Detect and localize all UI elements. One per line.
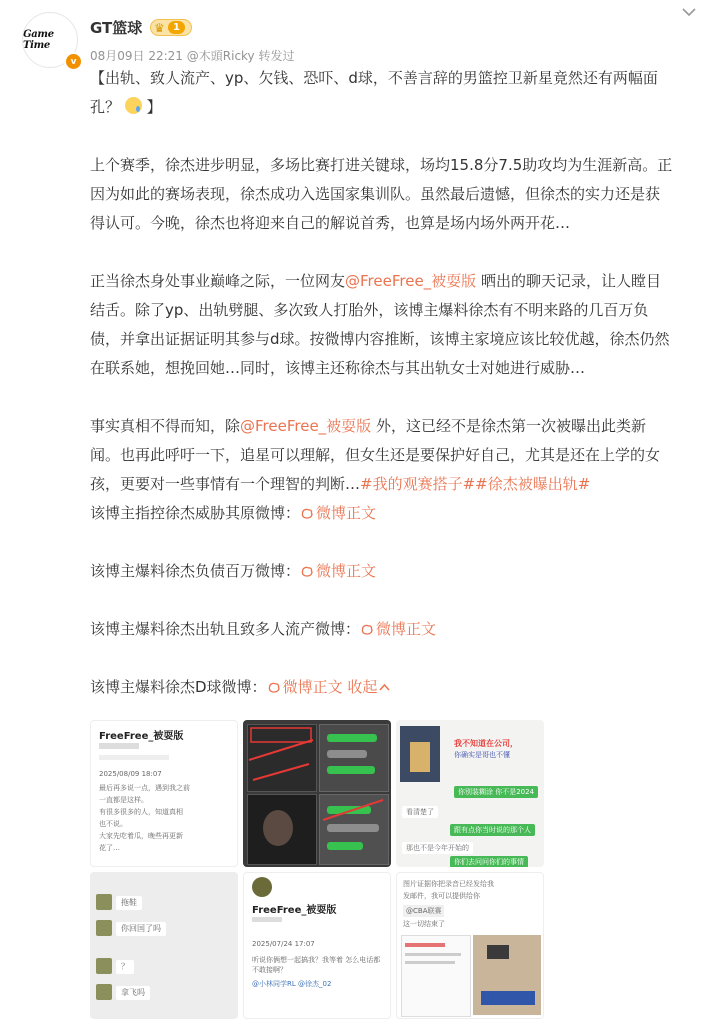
- sweat-emoji-icon: [125, 97, 142, 114]
- username[interactable]: GT篮球: [90, 19, 143, 37]
- post-title-line-1: 【出轨、致人流产、yp、欠钱、恐吓、d球，不善言辞的男篮控卫新星竟然还有两幅面: [90, 69, 658, 87]
- screenshot-text: 2025/08/09 18:07: [99, 770, 162, 778]
- post-meta: [90, 47, 295, 64]
- crown-icon: ♛: [154, 20, 165, 35]
- screenshot-text: @小林同学RL @徐杰_02: [252, 980, 332, 988]
- para3-line: 闻。也再此呼吁一下，追星可以理解，但女生还是要保护好自己，尤其是还在上学的女: [90, 446, 661, 464]
- screenshot-text: 这一切结束了: [403, 920, 445, 928]
- para1-line: 因为如此的赛场表现，徐杰成功入选国家集训队。虽然最后遗憾，但徐杰的实力还是获: [90, 185, 661, 203]
- hashtag-link[interactable]: #我的观赛搭子#: [360, 475, 476, 493]
- screenshot-text: 你们去问问你们的事情: [450, 856, 528, 867]
- screenshot-text: 花了…: [99, 844, 120, 852]
- chevron-down-icon[interactable]: [681, 6, 697, 18]
- verified-badge: [64, 52, 83, 71]
- image-thumbnail[interactable]: [243, 720, 391, 867]
- para2-line: 正当徐杰身处事业巅峰之际，一位网友@FreeFree_被耍版 晒出的聊天记录，让人瞠目: [90, 272, 661, 290]
- source-line: 该博主指控徐杰威胁其原微博： 微博正文: [90, 504, 377, 522]
- screenshot-text: 2025/07/24 17:07: [252, 940, 315, 948]
- source-line: 该博主爆料徐杰出轨且致多人流产微博： 微博正文: [90, 620, 437, 638]
- verified-mark: v: [70, 56, 77, 67]
- screenshot-text: 图片证据你把录音已经发给我: [403, 880, 494, 888]
- post-time[interactable]: 08月09日 22:21: [90, 49, 183, 63]
- post-body: [90, 64, 695, 702]
- screenshot-text: 看清楚了: [402, 806, 438, 818]
- chat-bubble: 你回国了吗: [116, 922, 166, 936]
- screenshot-text: 听说你俩想一起搞我？我等着 怎么电话都不敢接啊？: [252, 956, 381, 974]
- para2-line: 在联系她，想挽回她…同时，该博主还称徐杰与其出轨女士对她进行威胁…: [90, 359, 586, 377]
- chat-bubble: 拿飞吗: [116, 986, 150, 1000]
- screenshot-text: 也不说。: [99, 820, 127, 828]
- repost-action: 转发过: [258, 49, 295, 63]
- para1-line: 得认可。今晚，徐杰也将迎来自己的解说首秀，也算是场内场外两开花…: [90, 214, 571, 232]
- screenshot-username: FreeFree_被耍版: [252, 905, 337, 916]
- red-annotation-marks: [243, 720, 391, 867]
- weibo-link[interactable]: 微博正文: [360, 620, 436, 638]
- image-thumbnail[interactable]: [90, 720, 238, 867]
- screenshot-text: 大家先吃着瓜，晚些再更新: [99, 832, 183, 840]
- collapse-button[interactable]: 收起: [347, 678, 390, 696]
- image-grid: [90, 720, 544, 1020]
- level-badge[interactable]: [150, 19, 192, 36]
- para2-line: 债，并拿出证据证明其参与d球。按微博内容推断，该博主家境应该比较优越，徐杰仍然: [90, 330, 670, 348]
- post-title-line-2: 孔？ 】: [90, 98, 162, 116]
- para1-line: 上个赛季，徐杰进步明显，多场比赛打进关键球，场均15.8分7.5助攻均为生涯新高。正: [90, 156, 673, 174]
- hashtag-link[interactable]: #徐杰被曝出轨#: [475, 475, 591, 493]
- chat-bubble: ？: [116, 960, 134, 974]
- chat-bubble: 拖鞋: [116, 896, 142, 910]
- para3-line: 孩，更要对一些事情有一个理智的判断…#我的观赛搭子##徐杰被曝出轨#: [90, 475, 591, 493]
- weibo-icon: [360, 622, 374, 636]
- screenshot-text: 那也不是今年开始的: [402, 842, 473, 854]
- para3-line: 事实真相不得而知，除@FreeFree_被耍版 外，这已经不是徐杰第一次被曝出此类新: [90, 417, 646, 435]
- avatar-logo-text: Game Time: [23, 29, 54, 51]
- image-thumbnail[interactable]: [243, 872, 391, 1019]
- screenshot-text: 发邮件，我可以提供给你: [403, 892, 480, 900]
- source-line: 该博主爆料徐杰负债百万微博： 微博正文: [90, 562, 377, 580]
- chevron-up-icon: [379, 683, 390, 691]
- weibo-icon: [267, 680, 281, 694]
- screenshot-text: 跟有点你当时说的那个人: [450, 824, 535, 836]
- para2-line: 结舌。除了yp、出轨劈腿、多次致人打胎外，该博主爆料徐杰有不明来路的几百万负: [90, 301, 649, 319]
- source-line: 该博主爆料徐杰D球微博： 微博正文 收起: [90, 673, 695, 702]
- weibo-link[interactable]: 微博正文: [267, 678, 343, 696]
- mention-link[interactable]: @FreeFree_被耍版: [345, 272, 477, 290]
- screenshot-text: 一直都是这样。: [99, 796, 148, 804]
- image-thumbnail[interactable]: [90, 872, 238, 1019]
- weibo-icon: [300, 506, 314, 520]
- screenshot-text: 你确实是哥也不懂: [454, 751, 510, 759]
- screenshot-caption: 我不知道在公司，: [454, 739, 518, 748]
- level-number: 1: [168, 21, 185, 34]
- weibo-link[interactable]: 微博正文: [300, 504, 376, 522]
- image-thumbnail[interactable]: [396, 872, 544, 1019]
- weibo-link[interactable]: 微博正文: [300, 562, 376, 580]
- screenshot-text: @CBA联赛: [403, 905, 444, 917]
- weibo-icon: [300, 564, 314, 578]
- mention-link[interactable]: @FreeFree_被耍版: [240, 417, 372, 435]
- screenshot-text: 有很多很多的人，知道真相: [99, 808, 183, 816]
- image-thumbnail[interactable]: 我不知道在公司， 你确实是哥也不懂 你别装糊涂 你不是2024 看清楚了 跟有点你当时说的那个人 那也不是今年开始的 你们去问问你们的事情: [396, 720, 544, 867]
- screenshot-username: FreeFree_被耍版: [99, 731, 184, 742]
- repost-from[interactable]: @木頭Ricky: [186, 49, 255, 63]
- screenshot-text: 最后再多说一点，遇到我之前: [99, 784, 190, 792]
